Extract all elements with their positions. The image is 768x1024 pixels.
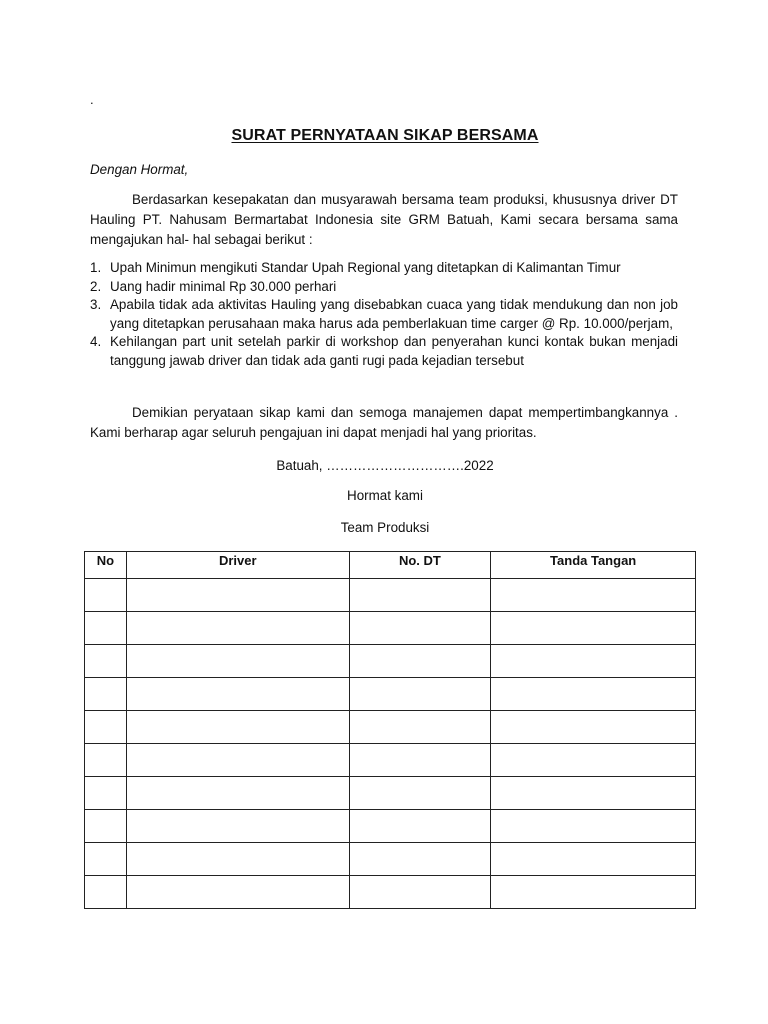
cell-no bbox=[85, 810, 127, 843]
cell-no bbox=[85, 744, 127, 777]
intro-paragraph bbox=[90, 190, 678, 250]
cell-no bbox=[85, 612, 127, 645]
cell-no-dt bbox=[349, 678, 491, 711]
column-header-signature: Tanda Tangan bbox=[491, 552, 696, 579]
cell-no bbox=[85, 645, 127, 678]
cell-no bbox=[85, 777, 127, 810]
cell-driver bbox=[126, 612, 349, 645]
cell-driver bbox=[126, 645, 349, 678]
list-item bbox=[90, 333, 678, 370]
cell-no bbox=[85, 579, 127, 612]
signatory-name: Team Produksi bbox=[340, 520, 430, 535]
cell-signature bbox=[491, 579, 696, 612]
table-row bbox=[85, 678, 696, 711]
list-item-number: 2. bbox=[90, 278, 102, 294]
closing-paragraph-text: Demikian peryataan sikap kami dan semoga manajemen dapat mempertimbangkannya . Kami berharap agar seluruh pengajuan ini dapat menjadi hal yang prioritas. bbox=[90, 405, 678, 440]
list-item bbox=[90, 296, 678, 333]
cell-driver bbox=[126, 876, 349, 909]
list-item bbox=[90, 259, 678, 278]
cell-no-dt bbox=[349, 579, 491, 612]
cell-no-dt bbox=[349, 777, 491, 810]
list-item-text: Upah Minimun mengikuti Standar Upah Regional yang ditetapkan di Kalimantan Timur bbox=[110, 260, 621, 275]
column-header-driver: Driver bbox=[126, 552, 349, 579]
cell-signature bbox=[491, 777, 696, 810]
list-item bbox=[90, 278, 678, 297]
list-item-text: Uang hadir minimal Rp 30.000 perhari bbox=[110, 278, 337, 294]
cell-signature bbox=[491, 612, 696, 645]
place-date-line: Batuah, ………………………….2022 bbox=[276, 458, 494, 473]
cell-no bbox=[85, 843, 127, 876]
table-row bbox=[85, 843, 696, 876]
table-row bbox=[85, 579, 696, 612]
table-row bbox=[85, 876, 696, 909]
cell-no-dt bbox=[349, 876, 491, 909]
list-item-text: Apabila tidak ada aktivitas Hauling yang disebabkan cuaca yang tidak mendukung dan non job yang ditetapkan perusahaan maka harus ada pemberlakuan time carger @ Rp. 10.000/perjam, bbox=[110, 297, 678, 331]
cell-driver bbox=[126, 579, 349, 612]
cell-no-dt bbox=[349, 645, 491, 678]
intro-paragraph-text: Berdasarkan kesepakatan dan musyarawah bersama team produksi, khususnya driver DT Hauling PT. Nahusam Bermartabat Indonesia site GRM Batuah, Kami secara bersama sama mengajukan hal- hal sebagai berikut : bbox=[90, 192, 678, 247]
column-header-no: No bbox=[85, 552, 127, 579]
cell-signature bbox=[491, 645, 696, 678]
cell-driver bbox=[126, 678, 349, 711]
demands-list bbox=[90, 259, 678, 371]
cell-signature bbox=[491, 678, 696, 711]
cell-no-dt bbox=[349, 711, 491, 744]
table-row bbox=[85, 810, 696, 843]
cell-no bbox=[85, 678, 127, 711]
leading-mark: . bbox=[90, 92, 94, 107]
cell-signature bbox=[491, 810, 696, 843]
cell-no-dt bbox=[349, 810, 491, 843]
list-item-text: Kehilangan part unit setelah parkir di workshop dan penyerahan kunci kontak bukan menjadi tanggung jawab driver dan tidak ada ganti rugi pada kejadian tersebut bbox=[110, 334, 678, 368]
table-row bbox=[85, 612, 696, 645]
column-header-no-dt: No. DT bbox=[349, 552, 491, 579]
table-row bbox=[85, 744, 696, 777]
table-row bbox=[85, 777, 696, 810]
cell-signature bbox=[491, 711, 696, 744]
table-row bbox=[85, 645, 696, 678]
cell-no-dt bbox=[349, 843, 491, 876]
cell-driver bbox=[126, 744, 349, 777]
cell-no-dt bbox=[349, 612, 491, 645]
signature-table bbox=[84, 551, 696, 909]
cell-no-dt bbox=[349, 744, 491, 777]
table-row bbox=[85, 711, 696, 744]
cell-no bbox=[85, 711, 127, 744]
cell-driver bbox=[126, 711, 349, 744]
cell-driver bbox=[126, 777, 349, 810]
cell-driver bbox=[126, 843, 349, 876]
salutation: Hormat kami bbox=[347, 488, 423, 503]
closing-paragraph bbox=[90, 403, 678, 443]
table-header-row bbox=[85, 552, 696, 579]
cell-driver bbox=[126, 810, 349, 843]
list-item-number: 4. bbox=[90, 334, 102, 350]
cell-signature bbox=[491, 876, 696, 909]
list-item-number: 1. bbox=[90, 260, 102, 275]
cell-signature bbox=[491, 843, 696, 876]
cell-no bbox=[85, 876, 127, 909]
cell-signature bbox=[491, 744, 696, 777]
list-item-number: 3. bbox=[90, 297, 102, 313]
greeting: Dengan Hormat, bbox=[90, 162, 189, 177]
document-title: SURAT PERNYATAAN SIKAP BERSAMA bbox=[231, 127, 539, 144]
